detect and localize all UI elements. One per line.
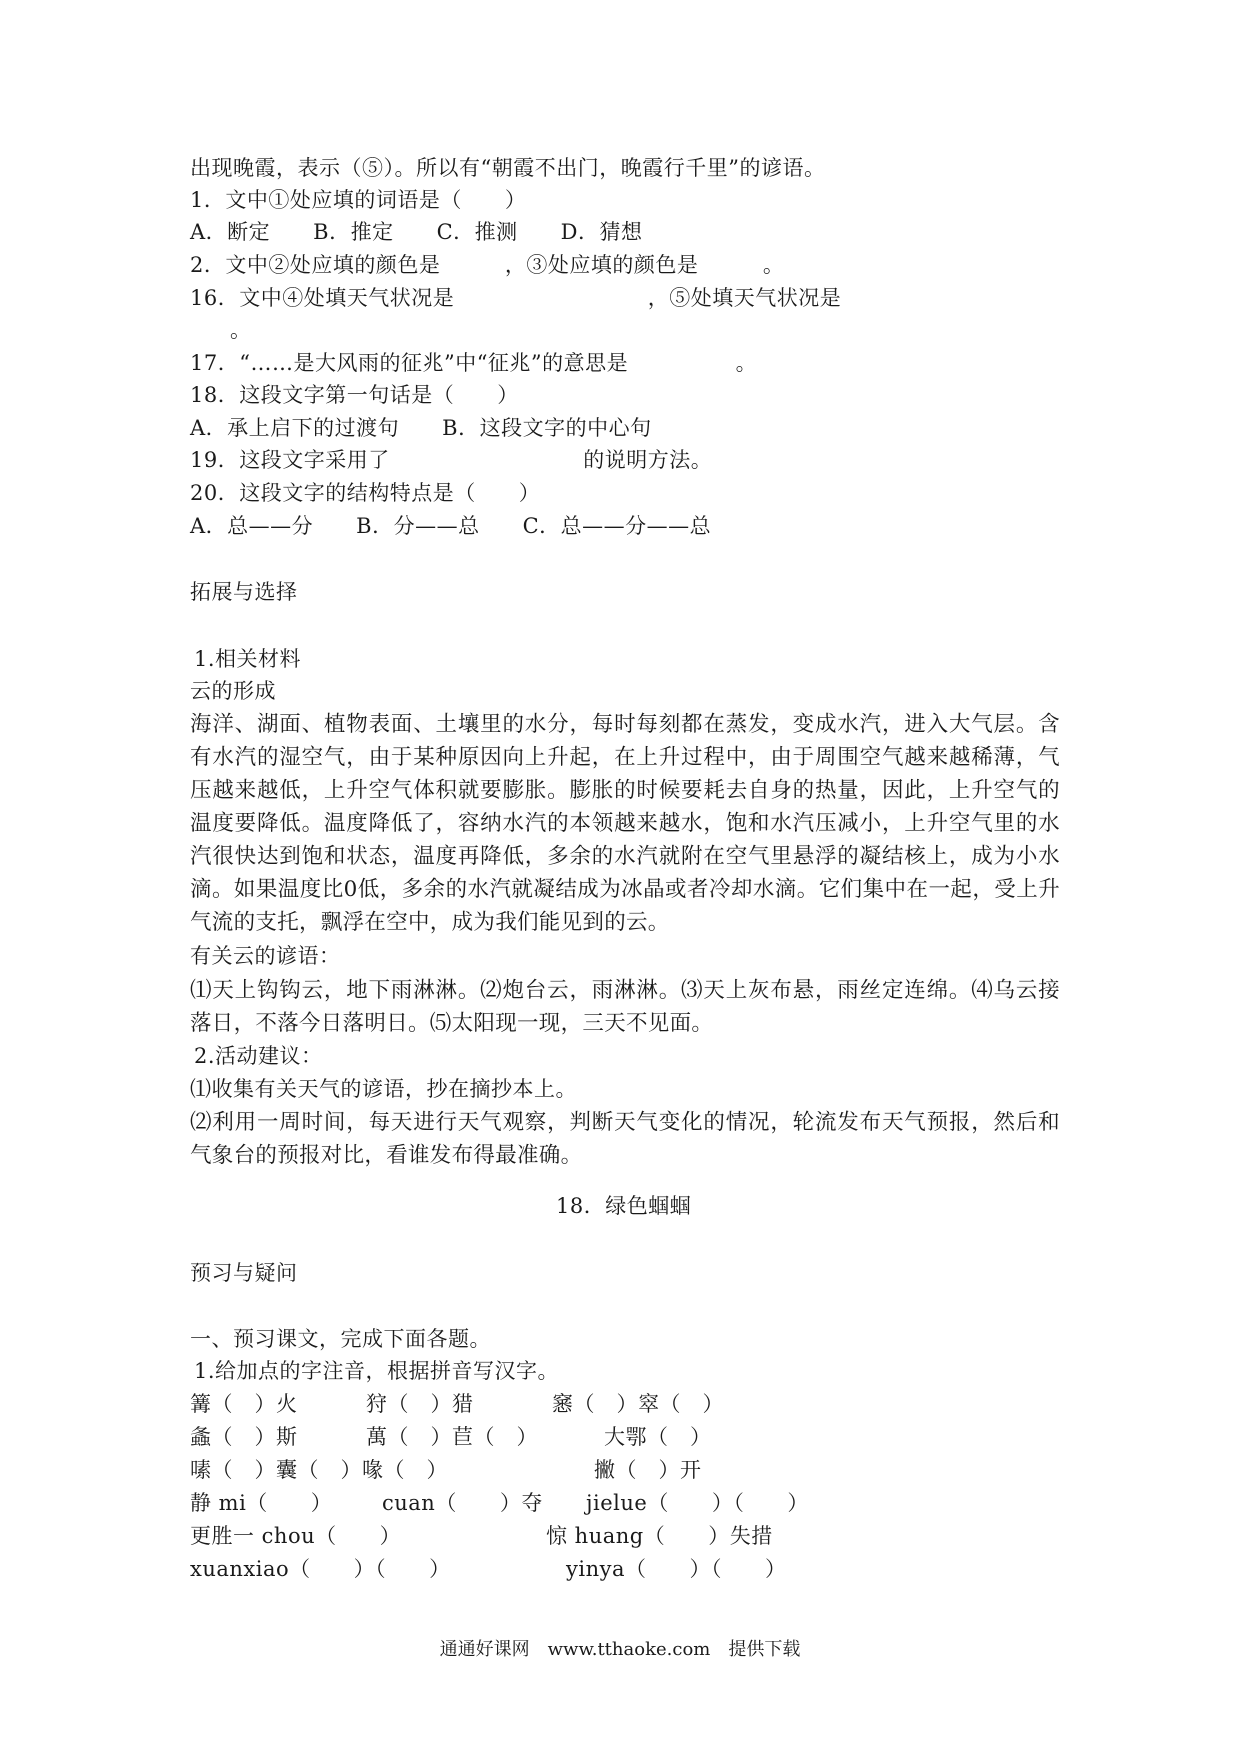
footer-credit: 通通好课网 www.tthaoke.com 提供下载 — [439, 1639, 801, 1660]
question-19: 19．这段文字采用了 的说明方法。 — [190, 448, 713, 472]
pinyin-item: 静 mi（ ） — [190, 1491, 333, 1515]
pinyin-item: 撇（ ）开 — [594, 1458, 702, 1482]
activity-item-1: ⑴收集有关天气的谚语，抄在摘抄本上。 — [190, 1077, 577, 1101]
pinyin-item: 惊 huang（ ）失措 — [546, 1524, 773, 1548]
task-heading: 一、预习课文，完成下面各题。 — [190, 1327, 491, 1351]
activity-heading: 2.活动建议： — [194, 1044, 323, 1068]
pinyin-item: 萬（ ）苣（ ） — [366, 1425, 538, 1449]
cloud-paragraph: 海洋、湖面、植物表面、土壤里的水分，每时每刻都在蒸发，变成水汽，进入大气层。含有水汽的湿空气，由于某种原因向上升起，在上升过程中，由于周围空气越来越稀薄，气压越来越低，上升空气体积就要膨胀。膨胀的时候要耗去自身的热量，因此，上升空气的温度要降低。温度降低了，容纳水汽的本领越来越水，饱和水汽压减小，上升空气里的水汽很快达到饱和状态，温度再降低，多余的水汽就附在空气里悬浮的凝结核上，成为小水滴。如果温度比0低，多余的水汽就凝结成为冰晶或者冷却水滴。它们集中在一起，受上升气流的支托，飘浮在空中，成为我们能见到的云。 — [190, 712, 1060, 935]
question-20: 20．这段文字的结构特点是（ ） — [190, 481, 541, 505]
task-1: 1.给加点的字注音，根据拼音写汉字。 — [194, 1359, 560, 1383]
section-heading-preview: 预习与疑问 — [190, 1261, 298, 1285]
pinyin-item: 螽（ ）斯 — [190, 1425, 298, 1449]
question-2: 2．文中②处应填的颜色是 ，③处应填的颜色是 。 — [190, 253, 785, 277]
question-20-options: A．总——分 B．分——总 C．总——分——总 — [190, 514, 712, 538]
pinyin-item: jielue（ ）（ ） — [586, 1491, 809, 1515]
pinyin-item: 篝（ ）火 — [190, 1392, 298, 1416]
pinyin-item: yinya（ ）（ ） — [566, 1557, 787, 1581]
question-18: 18．这段文字第一句话是（ ） — [190, 383, 519, 407]
pinyin-item: 窸（ ）窣（ ） — [552, 1392, 724, 1416]
material-heading: 1.相关材料 — [194, 647, 302, 671]
cloud-title: 云的形成 — [190, 679, 276, 703]
pinyin-item: cuan（ ）夺 — [382, 1491, 543, 1515]
text-line-evening-glow: 出现晚霞，表示（⑤）。所以有“朝霞不出门，晚霞行千里”的谚语。 — [190, 156, 826, 180]
question-16: 16．文中④处填天气状况是 ，⑤处填天气状况是 — [190, 286, 842, 310]
activity-item-2: ⑵利用一周时间，每天进行天气观察，判断天气变化的情况，轮流发布天气预报，然后和气象台的预报对比，看谁发布得最准确。 — [190, 1110, 1060, 1168]
pinyin-item: 嗉（ ）囊（ ）喙（ ） — [190, 1458, 448, 1482]
pinyin-item: 大鄂（ ） — [604, 1425, 712, 1449]
question-1-options: A．断定 B．推定 C．推测 D．猜想 — [190, 220, 643, 244]
pinyin-item: xuanxiao（ ）（ ） — [190, 1557, 451, 1581]
section-heading-extend: 拓展与选择 — [190, 580, 298, 604]
proverbs-paragraph: ⑴天上钩钩云，地下雨淋淋。⑵炮台云，雨淋淋。⑶天上灰布悬，雨丝定连绵。⑷乌云接落日，不落今日落明日。⑸太阳现一现，三天不见面。 — [190, 978, 1060, 1036]
pinyin-item: 更胜一 chou（ ） — [190, 1524, 402, 1548]
lesson-title: 18．绿色蝈蝈 — [556, 1194, 692, 1218]
pinyin-item: 狩（ ）猎 — [366, 1392, 474, 1416]
question-17: 17．“……是大风雨的征兆”中“征兆”的意思是 。 — [190, 351, 758, 375]
question-18-options: A．承上启下的过渡句 B．这段文字的中心句 — [190, 416, 652, 440]
question-1: 1．文中①处应填的词语是（ ） — [190, 188, 527, 212]
proverbs-heading: 有关云的谚语： — [190, 944, 341, 968]
question-16-continuation: 。 — [230, 318, 252, 342]
